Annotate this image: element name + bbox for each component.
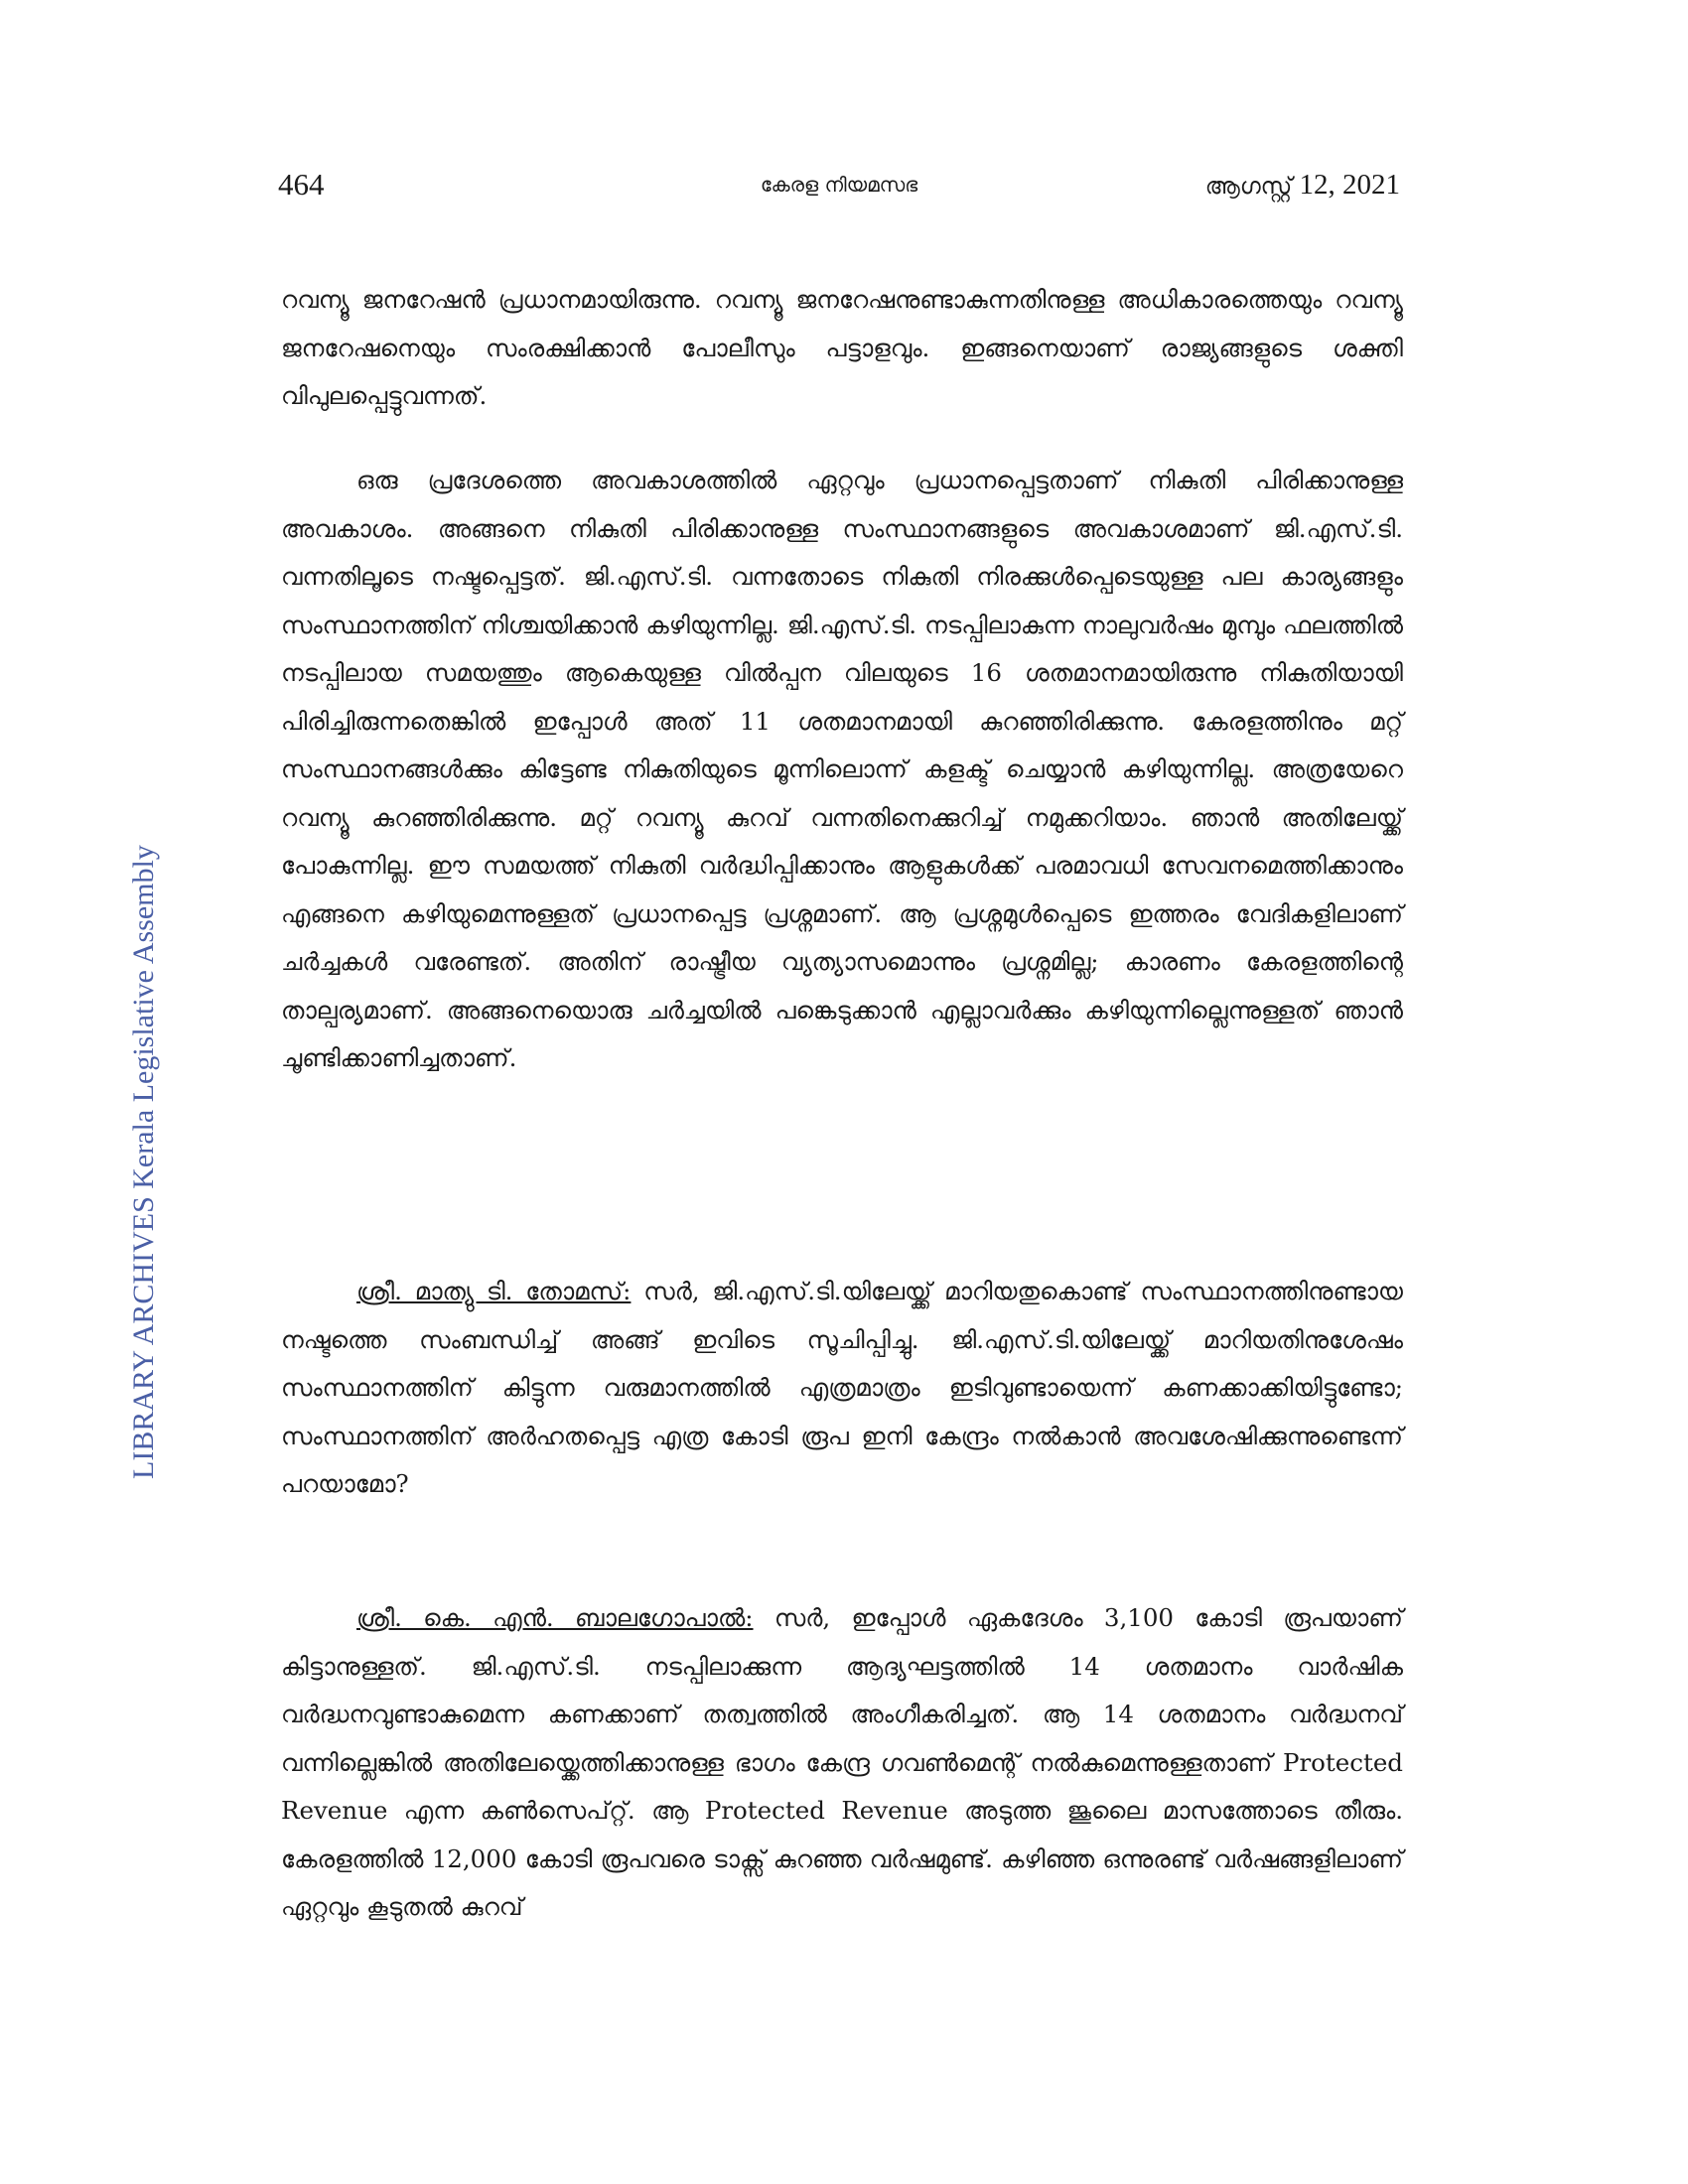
archive-watermark: LIBRARY ARCHIVES Kerala Legislative Assembly [127,845,160,1479]
paragraph-text: സർ, ഇപ്പോൾ ഏകദേശം 3,100 കോടി രൂപയാണ് കിട്ടാനുള്ളത്. ജി.എസ്.ടി. നടപ്പിലാക്കുന്ന ആദ്യഘട്ടത്തിൽ 14 ശതമാനം വാർഷിക വർദ്ധനവുണ്ടാകുമെന്ന കണക്കാണ് തത്വത്തിൽ അംഗീകരിച്ചത്. ആ 14 ശതമാനം വർദ്ധനവ് വന്നില്ലെങ്കിൽ അതിലേയ്ക്കെത്തിക്കാനുള്ള ഭാഗം കേന്ദ്ര ഗവൺമെന്റ് നൽകുമെന്നുള്ളതാണ് Protected Revenue എന്ന കൺസെപ്റ്റ്. ആ Protected Revenue അടുത്ത ജൂലൈ മാസത്തോടെ തീരും. കേരളത്തിൽ 12,000 കോടി രൂപവരെ ടാക്സ് കുറഞ്ഞ വർഷമുണ്ട്. കഴിഞ്ഞ ഒന്നുരണ്ട് വർഷങ്ങളിലാണ് ഏറ്റവും കൂടുതൽ കുറവ് [281,1603,1403,1921]
paragraph-text: സർ, ജി.എസ്.ടി.യിലേയ്ക്ക് മാറിയതുകൊണ്ട് സംസ്ഥാനത്തിനുണ്ടായ നഷ്ടത്തെ സംബന്ധിച്ച് അങ്ങ് ഇവിടെ സൂചിപ്പിച്ചു. ജി.എസ്.ടി.യിലേയ്ക്ക് മാറിയതിനുശേഷം സംസ്ഥാനത്തിന് കിട്ടുന്ന വരുമാനത്തിൽ എത്രമാത്രം ഇടിവുണ്ടായെന്ന് കണക്കാക്കിയിട്ടുണ്ടോ; സംസ്ഥാനത്തിന് അർഹതപ്പെട്ട എത്ര കോടി രൂപ ഇനി കേന്ദ്രം നൽകാൻ അവശേഷിക്കുന്നുണ്ടെന്ന് പറയാമോ? [281,1277,1403,1498]
header-date [1205,169,1400,202]
paragraph-1 [281,276,1403,421]
paragraph-text: റവന്യൂ ജനറേഷൻ പ്രധാനമായിരുന്നു. റവന്യൂ ജനറേഷനുണ്ടാകുന്നതിനുള്ള അധികാരത്തെയും റവന്യൂ ജനറേഷനെയും സംരക്ഷിക്കാൻ പോലീസും പട്ടാളവും. ഇങ്ങനെയാണ് രാജ്യങ്ങളുടെ ശക്തി വിപുലപ്പെട്ടുവന്നത്. [281,285,1403,410]
paragraph-4 [281,1594,1403,1932]
paragraph-3 [281,1268,1403,1509]
header-title: കേരള നിയമസഭ [760,173,918,197]
date-value: 12, 2021 [1299,169,1400,201]
page-header [278,167,1400,206]
speaker-name: ശ്രീ. കെ. എൻ. ബാലഗോപാൽ: [356,1603,754,1632]
paragraph-2 [281,457,1403,1083]
paragraph-text: ഒരു പ്രദേശത്തെ അവകാശത്തിൽ ഏറ്റവും പ്രധാനപ്പെട്ടതാണ് നികുതി പിരിക്കാനുള്ള അവകാശം. അങ്ങനെ നികുതി പിരിക്കാനുള്ള സംസ്ഥാനങ്ങളുടെ അവകാശമാണ് ജി.എസ്.ടി. വന്നതിലൂടെ നഷ്ടപ്പെട്ടത്. ജി.എസ്.ടി. വന്നതോടെ നികുതി നിരക്കുൾപ്പെടെയുള്ള പല കാര്യങ്ങളും സംസ്ഥാനത്തിന് നിശ്ചയിക്കാൻ കഴിയുന്നില്ല. ജി.എസ്.ടി. നടപ്പിലാകുന്ന നാലുവർഷം മുമ്പും ഫലത്തിൽ നടപ്പിലായ സമയത്തും ആകെയുള്ള വിൽപ്പന വിലയുടെ 16 ശതമാനമായിരുന്നു നികുതിയായി പിരിച്ചിരുന്നതെങ്കിൽ ഇപ്പോൾ അത് 11 ശതമാനമായി കുറഞ്ഞിരിക്കുന്നു. കേരളത്തിനും മറ്റ് സംസ്ഥാനങ്ങൾക്കും കിട്ടേണ്ട നികുതിയുടെ മൂന്നിലൊന്ന് കളക്ട് ചെയ്യാൻ കഴിയുന്നില്ല. അത്രയേറെ റവന്യൂ കുറഞ്ഞിരിക്കുന്നു. മറ്റ് റവന്യൂ കുറവ് വന്നതിനെക്കുറിച്ച് നമുക്കറിയാം. ഞാൻ അതിലേയ്ക്ക് പോകുന്നില്ല. ഈ സമയത്ത് നികുതി വർദ്ധിപ്പിക്കാനും ആളുകൾക്ക് പരമാവധി സേവനമെത്തിക്കാനും എങ്ങനെ കഴിയുമെന്നുള്ളത് പ്രധാനപ്പെട്ട പ്രശ്നമാണ്. ആ പ്രശ്നമുൾപ്പെടെ ഇത്തരം വേദികളിലാണ് ചർച്ചകൾ വരേണ്ടത്. അതിന് രാഷ്ട്രീയ വ്യത്യാസമൊന്നും പ്രശ്നമില്ല; കാരണം കേരളത്തിന്റെ താല്പര്യമാണ്. അങ്ങനെയൊരു ചർച്ചയിൽ പങ്കെടുക്കാൻ എല്ലാവർക്കും കഴിയുന്നില്ലെന്നുള്ളത് ഞാൻ ചൂണ്ടിക്കാണിച്ചതാണ്. [281,466,1403,1072]
date-month: ആഗസ്റ്റ് [1204,174,1293,200]
speaker-name: ശ്രീ. മാത്യു ടി. തോമസ്: [356,1277,632,1305]
page-number: 464 [278,167,325,202]
